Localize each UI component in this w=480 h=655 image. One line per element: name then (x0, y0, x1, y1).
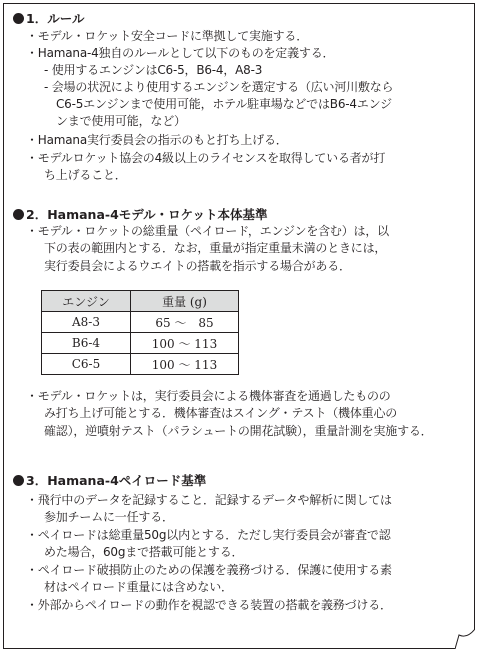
s2-bullet-1-line-1: ・モデル・ロケットの総重量（ペイロード，エンジンを含む）は，以 (26, 224, 389, 238)
s2-bullet-1-line-2: 下の表の範囲内とする．なお，重量が指定重量未満のときには， (44, 241, 387, 255)
s2-bullet-2-line-2: み打ち上げ可能とする．機体審査はスイング・テスト（機体重心の (44, 406, 398, 420)
s3-bullet-1-line-2: 参加チームに一任する． (44, 510, 174, 524)
weight-cell: 100 ～ 113 (131, 354, 239, 375)
section-2-title: 2．Hamana-4モデル・ロケット本体基準 (26, 207, 268, 222)
s1-bullet-3: ・Hamana実行委員会の指示のもと打ち上げる． (26, 133, 288, 147)
s1-sub-1: - 使用するエンジンはC6-5，B6-4，A8-3 (44, 63, 263, 77)
bullet-dot-icon (13, 13, 24, 24)
bullet-dot-icon (13, 475, 24, 486)
s3-bullet-3-line-2: 材はペイロード重量には含めない． (44, 580, 233, 594)
section-2-heading (13, 207, 268, 223)
table-row (42, 333, 239, 354)
section-1-title: 1．ルール (26, 11, 85, 26)
s3-bullet-2-line-1: ・ペイロードは総重量50g以内とする．ただし実行委員会が審査で認 (26, 528, 391, 542)
s1-bullet-2: ・Hamana-4独自のルールとして以下のものを定義する． (26, 46, 335, 60)
s3-bullet-3-line-1: ・ペイロード破損防止のための保護を義務づける．保護に使用する素 (26, 563, 392, 577)
weight-cell: 100 ～ 113 (131, 333, 239, 354)
s3-bullet-1-line-1: ・飛行中のデータを記録すること．記録するデータや解析に関しては (26, 493, 392, 507)
bullet-dot-icon (13, 209, 24, 220)
s1-sub-2-line-3: ンまで使用可能，など） (56, 114, 186, 128)
s1-sub-2-line-2: C6-5エンジンまで使用可能，ホテル駐車場などではB6-4エンジ (56, 97, 392, 111)
s1-sub-2-line-1: - 会場の状況により使用するエンジンを選定する（広い河川敷なら (44, 80, 394, 94)
s3-bullet-4: ・外部からペイロードの動作を視認できる装置の搭載を義務づける． (26, 598, 392, 612)
engine-weight-table (41, 290, 239, 375)
engine-cell: A8-3 (42, 312, 131, 333)
s2-bullet-2-line-3: 確認），逆噴射テスト（パラシュートの開花試験），重量計測を実施する． (44, 424, 433, 438)
weight-cell: 65 ～ 85 (131, 312, 239, 333)
s2-bullet-1-line-3: 実行委員会によるウエイトの搭載を指示する場合がある． (44, 259, 351, 273)
header-engine: エンジン (42, 291, 131, 312)
section-1-heading (13, 11, 84, 27)
table-header-row (42, 291, 239, 312)
page-curl-icon (455, 629, 475, 649)
engine-cell: C6-5 (42, 354, 131, 375)
s3-bullet-2-line-2: めた場合，60gまで搭載可能とする． (44, 545, 244, 559)
document-frame (3, 3, 475, 649)
section-3-title: 3．Hamana-4ペイロード基準 (26, 473, 207, 488)
header-weight: 重量 (g) (131, 291, 239, 312)
section-3-heading (13, 473, 206, 489)
engine-cell: B6-4 (42, 333, 131, 354)
s2-bullet-2-line-1: ・モデル・ロケットは，実行委員会による機体審査を通過したものの (26, 389, 391, 403)
s1-bullet-1: ・モデル・ロケット安全コードに準拠して実施する． (26, 29, 309, 43)
s1-bullet-4-line-2: ち上げること． (44, 168, 127, 182)
table-row (42, 354, 239, 375)
table-row (42, 312, 239, 333)
s1-bullet-4-line-1: ・モデルロケット協会の4級以上のライセンスを取得している者が打 (26, 151, 386, 165)
